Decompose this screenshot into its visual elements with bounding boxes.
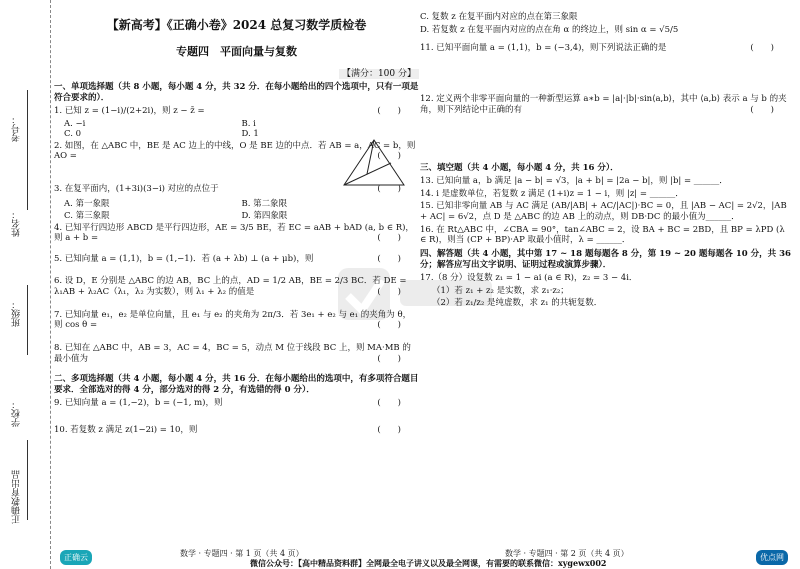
section-single-choice: 一、单项选择题（共 8 小题，每小题 4 分，共 32 分．在每小题给出的四个选项中，只有一项是符合要求的）． — [54, 82, 419, 104]
question-3-options — [64, 197, 419, 221]
exam-number-label: 考号： — [12, 115, 22, 142]
option: A. 第一象限 — [64, 198, 110, 209]
option: D. 第四象限 — [241, 210, 288, 221]
question-10: 10. 若复数 z 满足 z(1−2i) = 10，则 ( ) — [54, 424, 401, 435]
option: B. i — [241, 118, 256, 129]
question-15: 15. 已知非零向量 AB 与 AC 满足 (AB/|AB| + AC/|AC|)·BC = 0，且 |AB − AC| = 2√2，|AB + AC| = 6√2，点 D 是 △ABC 的边 AB 上的动点，则 DB·DC 的最小值为______． — [420, 201, 787, 223]
school-label: 学校： — [12, 400, 22, 427]
question-13: 13. 已知向量 a，b 满足 |a − b| = √3，|a + b| = |2a − b|，则 |b| = ______． — [420, 176, 728, 187]
exam-title: 【新高考】《正确小卷》2024 总复习数学质检卷 — [106, 18, 367, 32]
triangle-diagram — [339, 135, 409, 190]
binding-margin — [0, 0, 51, 569]
name-label: 姓名： — [12, 210, 22, 237]
question-1: 1. 已知 z = (1−i)/(2+2i)，则 z − z̄ = ( ) — [54, 106, 401, 117]
page-1 — [54, 0, 419, 540]
question-17: 17.（8 分）设复数 z₁ = 1 − ai (a ∈ R)，z₂ = 3 − 4i． — [420, 273, 638, 284]
section-fill-blank: 三、填空题（共 4 小题，每小题 4 分，共 16 分）． — [420, 163, 619, 174]
option: D. 1 — [241, 128, 259, 139]
footer-left-logo: 正确云 — [60, 550, 92, 565]
question-2: 2. 如图，在 △ABC 中，BE 是 AC 边上的中线，O 是 BE 边的中点．若 AB = a，AC = b，则 AO = ( ) — [54, 140, 416, 162]
exam-subtitle: 专题四 平面向量与复数 — [176, 45, 297, 58]
binding-line — [27, 440, 28, 520]
question-14: 14. i 是虚数单位，若复数 z 满足 (1+i)z = 1 − i，则 |z| = ______． — [420, 188, 684, 199]
question-10-option-c: C. 复数 z 在复平面内对应的点在第三象限 — [420, 12, 578, 22]
option: C. 0 — [64, 128, 82, 139]
question-10-option-d: D. 若复数 z 在复平面内对应的点在角 α 的终边上，则 sin α = √5/5 — [420, 24, 679, 35]
section-solutions: 四、解答题（共 4 小题，其中第 17 ~ 18 题每题各 8 分，第 19 ~ 20 题每题各 10 分，共 36 分；解答应写出文字说明、证明过程或演算步骤）． — [420, 248, 791, 270]
section-multiple-choice: 二、多项选择题（共 4 小题，每小题 4 分，共 16 分．在每小题给出的选项中，有多项符合题目要求．全部选对的得 4 分，部分选对的得 2 分，有选错的得 0 分）． — [54, 374, 419, 396]
question-5: 5. 已知向量 a = (1,1)，b = (1,−1)．若 (a + λb) ⊥ (a + μb)，则 ( ) — [54, 253, 401, 264]
option: B. 第二象限 — [241, 198, 288, 209]
publisher-label: 正确教育出品 — [12, 470, 22, 524]
question-3: 3. 在复平面内，(1+3i)(3−i) 对应的点位于 ( ) — [54, 183, 401, 194]
page-footer — [0, 545, 800, 569]
question-11: 11. 已知平面向量 a = (1,1)，b = (−3,4)，则下列说法正确的是 ( ) — [420, 43, 774, 54]
question-7: 7. 已知向量 e₁，e₂ 是单位向量，且 e₁ 与 e₂ 的夹角为 2π/3．若 3e₁ + e₂ 与 e₁ 的夹角为 θ，则 cos θ = ( ) — [54, 309, 412, 331]
option: C. 第三象限 — [64, 210, 110, 221]
option: A. −i — [64, 118, 86, 129]
full-score: 【满分：100 分】 — [54, 66, 419, 79]
binding-line — [27, 285, 28, 355]
question-17-part-2: （2）若 z₁/z₂ 是纯虚数，求 z₁ 的共轭复数． — [432, 298, 603, 309]
footer-notice: 微信公众号：【高中精品资料群】全网最全电子讲义以及最全网课，有需要的联系微信：xygewx002 — [250, 558, 607, 568]
class-label: 班级： — [12, 300, 22, 327]
question-9: 9. 已知向量 a = (1,−2)，b = (−1, m)，则 ( ) — [54, 398, 401, 409]
page-1-number: 数学 · 专题四 · 第 1 页（共 4 页） — [180, 549, 304, 558]
page-2 — [420, 0, 792, 540]
page-2-number: 数学 · 专题四 · 第 2 页（共 4 页） — [505, 549, 629, 558]
question-12: 12. 定义两个非零平面向量的一种新型运算 a∗b = |a|·|b|·sin⟨a,b⟩，其中 ⟨a,b⟩ 表示 a 与 b 的夹角，则下列结论中正确的有 ( ) — [420, 93, 787, 115]
question-4: 4. 已知平行四边形 ABCD 是平行四边形，AE = 3/5 BE，若 EC = aAB + bAD (a, b ∈ R)，则 a + b = ( ) — [54, 222, 414, 244]
binding-line — [27, 90, 28, 210]
question-6: 6. 设 D，E 分别是 △ABC 的边 AB，BC 上的点，AD = 1/2 AB，BE = 2/3 BC．若 DE = λ₁AB + λ₂AC（λ₁，λ₂ 为实数），则 λ₁ + λ₂ 的值是 ( ) — [54, 276, 407, 298]
question-8: 8. 已知在 △ABC 中，AB = 3，AC = 4，BC = 5，动点 M 位于线段 BC 上，则 MA·MB 的最小值为 ( ) — [54, 342, 411, 364]
question-17-part-1: （1）若 z₁ + z₂ 是实数，求 z₁·z₂； — [432, 285, 569, 296]
question-16: 16. 在 Rt△ABC 中，∠CBA = 90°，tan∠ABC = 2，设 BA + BC = 2BD，且 BP = λPD (λ ∈ R)，则当 (CP + BP)·AP 取最小值时，λ = ______． — [420, 224, 785, 246]
footer-right-logo: 优点网 — [756, 550, 788, 565]
